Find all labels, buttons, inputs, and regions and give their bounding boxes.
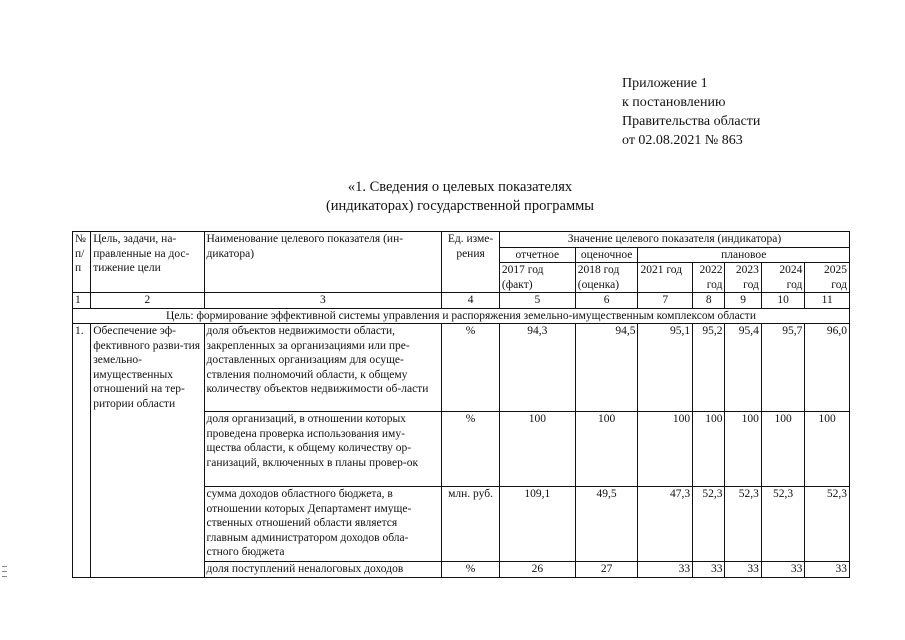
value-2017: 94,3 <box>499 324 575 412</box>
header-estimated: оценочное <box>575 247 638 263</box>
col-number: 10 <box>761 293 805 309</box>
header-num: № п/п <box>73 232 91 293</box>
value-2022: 95,2 <box>693 324 725 412</box>
value-2022: 100 <box>693 412 725 487</box>
scan-mark <box>2 576 7 577</box>
value-2018: 49,5 <box>575 487 638 562</box>
appendix-block <box>622 74 760 150</box>
value-2021: 33 <box>638 562 693 578</box>
value-2018: 94,5 <box>575 324 638 412</box>
col-number: 3 <box>204 293 442 309</box>
appendix-line-2: к постановлению <box>622 95 726 110</box>
indicator-name: доля объектов недвижимости области, закрепленных за организациями или пре-доставленных организациям для осуще-ствления полномочий области, к общему количеству объектов недвижимости об-ласти <box>204 324 442 412</box>
header-2017: 2017 год (факт) <box>499 263 575 293</box>
value-2025: 33 <box>805 562 850 578</box>
header-value: Значение целевого показателя (индикатора) <box>499 232 849 248</box>
indicator-unit: % <box>442 562 500 578</box>
scan-mark <box>2 571 7 572</box>
value-2022: 33 <box>693 562 725 578</box>
indicator-name: доля поступлений неналоговых доходов <box>204 562 442 578</box>
header-2018: 2018 год (оценка) <box>575 263 638 293</box>
value-2021: 100 <box>638 412 693 487</box>
indicator-name: сумма доходов областного бюджета, в отношении которых Департамент имуще-ственных отношений области является главным администратором доходов обла-стного бюджета <box>204 487 442 562</box>
header-planned: плановое <box>638 247 850 263</box>
document-title <box>250 178 670 216</box>
header-row-1 <box>73 232 850 248</box>
task-number: 1. <box>73 324 91 578</box>
header-2023: 2023 год <box>725 263 761 293</box>
value-2023: 95,4 <box>725 324 761 412</box>
indicator-unit: % <box>442 324 500 412</box>
task-text: Обеспечение эф-фективного разви-тия земельно-имущественных отношений на тер-ритории области <box>91 324 204 578</box>
value-2025: 96,0 <box>805 324 850 412</box>
value-2018: 100 <box>575 412 638 487</box>
col-number: 9 <box>725 293 761 309</box>
col-number: 6 <box>575 293 638 309</box>
col-number: 2 <box>91 293 204 309</box>
value-2024: 95,7 <box>761 324 805 412</box>
col-number: 8 <box>693 293 725 309</box>
value-2023: 33 <box>725 562 761 578</box>
appendix-line-1: Приложение 1 <box>622 76 708 91</box>
value-2023: 52,3 <box>725 487 761 562</box>
indicators-table <box>72 231 850 578</box>
header-2021: 2021 год <box>638 263 693 293</box>
header-reported: отчетное <box>499 247 575 263</box>
value-2025: 52,3 <box>805 487 850 562</box>
header-goal: Цель, задачи, на-правленные на дос-тижение цели <box>91 232 204 293</box>
appendix-line-4: от 02.08.2021 № 863 <box>622 133 743 148</box>
title-line-2: (индикаторах) государственной программы <box>325 198 595 214</box>
value-2025: 100 <box>805 412 850 487</box>
value-2017: 109,1 <box>499 487 575 562</box>
col-number: 11 <box>805 293 850 309</box>
indicator-unit: % <box>442 412 500 487</box>
value-2022: 52,3 <box>693 487 725 562</box>
value-2018: 27 <box>575 562 638 578</box>
header-unit: Ед. изме-рения <box>442 232 500 293</box>
col-number: 7 <box>638 293 693 309</box>
col-number: 1 <box>73 293 91 309</box>
value-2024: 100 <box>761 412 805 487</box>
column-numbers-row <box>73 293 850 309</box>
col-number: 5 <box>499 293 575 309</box>
value-2021: 47,3 <box>638 487 693 562</box>
indicator-name: доля организаций, в отношении которых проведена проверка использования иму-щества области, к общему количеству ор-ганизаций, включенных в планы провер-ок <box>204 412 442 487</box>
goal-text: Цель: формирование эффективной системы управления и распоряжения земельно-имущественным комплексом области <box>73 308 850 324</box>
value-2021: 95,1 <box>638 324 693 412</box>
value-2024: 33 <box>761 562 805 578</box>
goal-row <box>73 308 850 324</box>
value-2024: 52,3 <box>761 487 805 562</box>
header-2025: 2025 год <box>805 263 850 293</box>
value-2023: 100 <box>725 412 761 487</box>
header-2024: 2024 год <box>761 263 805 293</box>
value-2017: 26 <box>499 562 575 578</box>
table-row <box>73 324 850 412</box>
appendix-line-3: Правительства области <box>622 114 761 129</box>
value-2017: 100 <box>499 412 575 487</box>
scan-mark <box>2 566 7 567</box>
col-number: 4 <box>442 293 500 309</box>
indicator-unit: млн. руб. <box>442 487 500 562</box>
header-indicator: Наименование целевого показателя (ин-дикатора) <box>204 232 442 293</box>
title-line-1: «1. Сведения о целевых показателях <box>347 179 573 195</box>
header-2022: 2022 год <box>693 263 725 293</box>
